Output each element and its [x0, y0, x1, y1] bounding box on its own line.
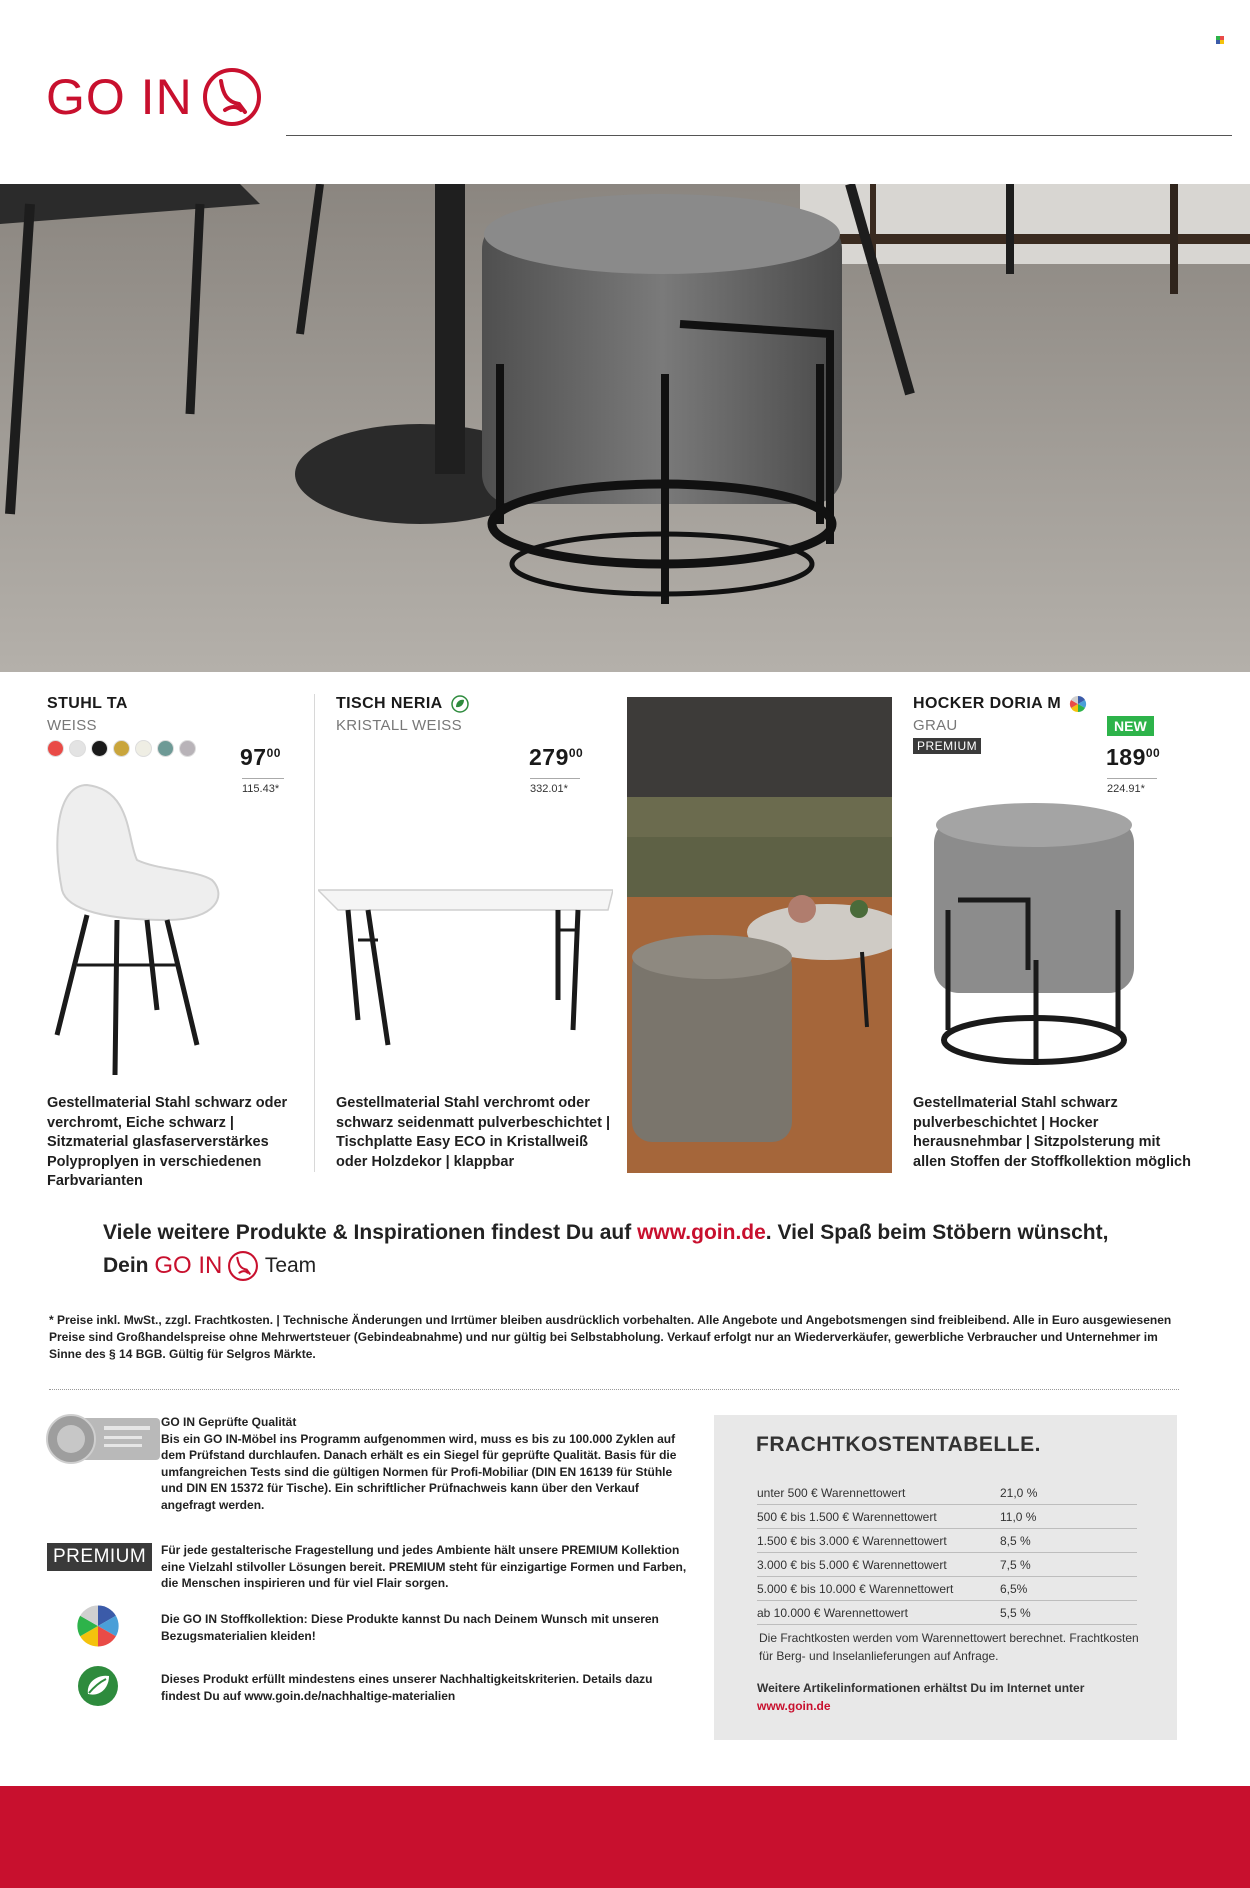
fabric-info: Die GO IN Stoffkollektion: Diese Produkte kannst Du nach Deinem Wunsch mit unseren Bezugsmaterialien kleiden! [161, 1612, 659, 1643]
website-link[interactable]: www.goin.de [637, 1221, 766, 1244]
product-title: TISCH NERIA [336, 695, 443, 712]
freight-pct: 7,5 % [1000, 1557, 1031, 1572]
leaf-icon [451, 695, 469, 713]
eco-info: Dieses Produkt erfüllt mindestens eines unserer Nachhaltigkeitskriterien. Details dazu findest Du auf www.goin.de/nachhaltige-materialien [161, 1672, 653, 1703]
freight-range: 1.500 € bis 3.000 € Warennettowert [757, 1533, 947, 1548]
leaf-icon [76, 1664, 120, 1708]
price-divider [530, 778, 580, 779]
quality-text: Bis ein GO IN-Möbel ins Programm aufgenommen wird, muss es bis zu 100.000 Zyklen auf dem Prüfstand durchlaufen. Danach erhält es ein Siegel für geprüfte Qualität. Basis für die umfangreichen Tests sind die gültigen Normen für Profi-Mobiliar (DIN EN 16139 für Stühle und DIN EN 15372 für Tische). Ein schriftlicher Prüfnachweis kann über den Verkauf angefragt werden. [161, 1431, 677, 1512]
price-note: 224.91* [1107, 783, 1145, 795]
quality-title: GO IN Geprüfte Qualität [161, 1415, 297, 1429]
freight-range: 3.000 € bis 5.000 € Warennettowert [757, 1557, 947, 1572]
freight-pct: 21,0 % [1000, 1485, 1038, 1500]
color-swatch[interactable] [135, 740, 152, 757]
fabric-wheel-icon [75, 1603, 121, 1649]
page-header [0, 0, 1250, 170]
quality-info [161, 1414, 691, 1513]
quality-seal-icon [46, 1414, 160, 1464]
fabric-wheel-icon [1069, 695, 1087, 713]
premium-badge: PREMIUM [913, 738, 981, 754]
tagline-brand: GO IN [154, 1252, 223, 1279]
freight-range: 5.000 € bis 10.000 € Warennettowert [757, 1581, 954, 1596]
new-badge: NEW [1107, 716, 1154, 736]
header-rule [286, 135, 1232, 136]
price-divider [1107, 778, 1157, 779]
logo-chair-icon [201, 66, 263, 128]
freight-range: 500 € bis 1.500 € Warennettowert [757, 1509, 937, 1524]
tagline-team: Team [259, 1254, 317, 1277]
freight-title: FRACHTKOSTENTABELLE. [756, 1433, 1041, 1456]
product-price: $189^{00}$ [1106, 744, 1161, 770]
price-note: 115.43* [242, 783, 280, 795]
table-row [757, 1529, 1137, 1553]
tagline-line-2 [103, 1249, 1108, 1282]
lifestyle-image [627, 697, 892, 1173]
price-note: 332.01* [530, 783, 568, 795]
legal-notice: * Preise inkl. MwSt., zzgl. Frachtkosten. | Technische Änderungen und Irrtümer bleiben ausdrücklich vorbehalten. Alle Angebote und Angebotsmengen sind freibleibend. Alle in Euro ausgewiesenen Preise sind Großhandelspreise ohne Mehrwertsteuer (Gebindeabnahme) und nur gültig bei Selbstabholung. Verkauf erfolgt nur an Wiederverkäufer, gewerbliche Verbraucher und Unternehmer im Sinne des § 14 BGB. Gültig für Selgros Märkte. [49, 1313, 1172, 1361]
column-divider [314, 694, 315, 1172]
hero-image [0, 184, 1250, 672]
color-swatch[interactable] [69, 740, 86, 757]
chair-image [47, 780, 232, 1080]
freight-range: ab 10.000 € Warennettowert [757, 1605, 908, 1620]
stool-image [928, 800, 1138, 1075]
logo-text: GO IN [46, 69, 193, 125]
color-swatch[interactable] [47, 740, 64, 757]
product-title: HOCKER DORIA M [913, 695, 1062, 712]
product-color: KRISTALL WEISS [336, 717, 462, 734]
freight-pct: 11,0 % [1000, 1509, 1037, 1524]
product-title-row [913, 694, 1183, 714]
table-row [757, 1481, 1137, 1505]
color-dots-icon [1216, 36, 1224, 44]
section-divider [49, 1389, 1179, 1390]
product-description: Gestellmaterial Stahl schwarz pulverbeschichtet | Hocker herausnehmbar | Sitzpolsterung mit allen Stoffen der Stoffkollektion möglich [913, 1095, 1191, 1170]
tagline-text: Viele weitere Produkte & Inspirationen findest Du auf [103, 1221, 638, 1244]
table-row [757, 1505, 1137, 1529]
product-color: GRAU [913, 717, 958, 734]
tagline-dein: Dein [103, 1254, 155, 1277]
product-description: Gestellmaterial Stahl verchromt oder schwarz seidenmatt pulverbeschichtet | Tischplatte Easy ECO in Kristallweiß oder Holzdekor | klappbar [336, 1095, 611, 1170]
table-row [757, 1553, 1137, 1577]
table-row [757, 1601, 1137, 1625]
freight-more-text: Weitere Artikelinformationen erhältst Du im Internet unter [757, 1681, 1085, 1695]
tagline-text-2: . Viel Spaß beim Stöbern wünscht, [765, 1221, 1109, 1244]
product-tisch-neria[interactable] [336, 694, 606, 734]
product-description: Gestellmaterial Stahl schwarz oder verchromt, Eiche schwarz | Sitzmaterial glasfaserverstärkes Polyproplyen in verschiedenen Farbvarianten [47, 1095, 288, 1189]
freight-table [714, 1415, 1177, 1740]
product-price: $97^{00}$ [240, 744, 281, 770]
color-swatch[interactable] [91, 740, 108, 757]
footer-bar [0, 1786, 1250, 1888]
price-divider [242, 778, 284, 779]
freight-pct: 8,5 % [1000, 1533, 1031, 1548]
freight-note: Die Frachtkosten werden vom Warennettowert berechnet. Frachtkosten für Berg- und Inselanlieferungen auf Anfrage. [759, 1631, 1139, 1663]
freight-range: unter 500 € Warennettowert [757, 1485, 906, 1500]
premium-info: Für jede gestalterische Fragestellung und jedes Ambiente hält unsere PREMIUM Kollektion eine Vielzahl stilvoller Lösungen bereit. PREMIUM steht für einzigartige Formen und Farben, die Menschen inspirieren und für viel Flair sorgen. [161, 1543, 687, 1590]
color-swatch[interactable] [179, 740, 196, 757]
product-color: WEISS [47, 717, 97, 734]
product-title: STUHL TA [47, 695, 128, 712]
tagline-line-1 [103, 1216, 1108, 1249]
premium-label: PREMIUM [47, 1543, 152, 1571]
logo-chair-icon [227, 1250, 259, 1282]
freight-pct: 5,5 % [1000, 1605, 1031, 1620]
product-title-row [336, 694, 606, 714]
goin-logo[interactable] [46, 66, 263, 128]
product-price: $279^{00}$ [529, 744, 584, 770]
freight-pct: 6,5% [1000, 1581, 1028, 1596]
tagline [103, 1216, 1108, 1282]
table-row [757, 1577, 1137, 1601]
color-swatch[interactable] [113, 740, 130, 757]
freight-more-info [757, 1679, 1147, 1715]
website-link[interactable]: www.goin.de [757, 1699, 831, 1713]
color-swatch[interactable] [157, 740, 174, 757]
table-image [318, 880, 613, 1070]
